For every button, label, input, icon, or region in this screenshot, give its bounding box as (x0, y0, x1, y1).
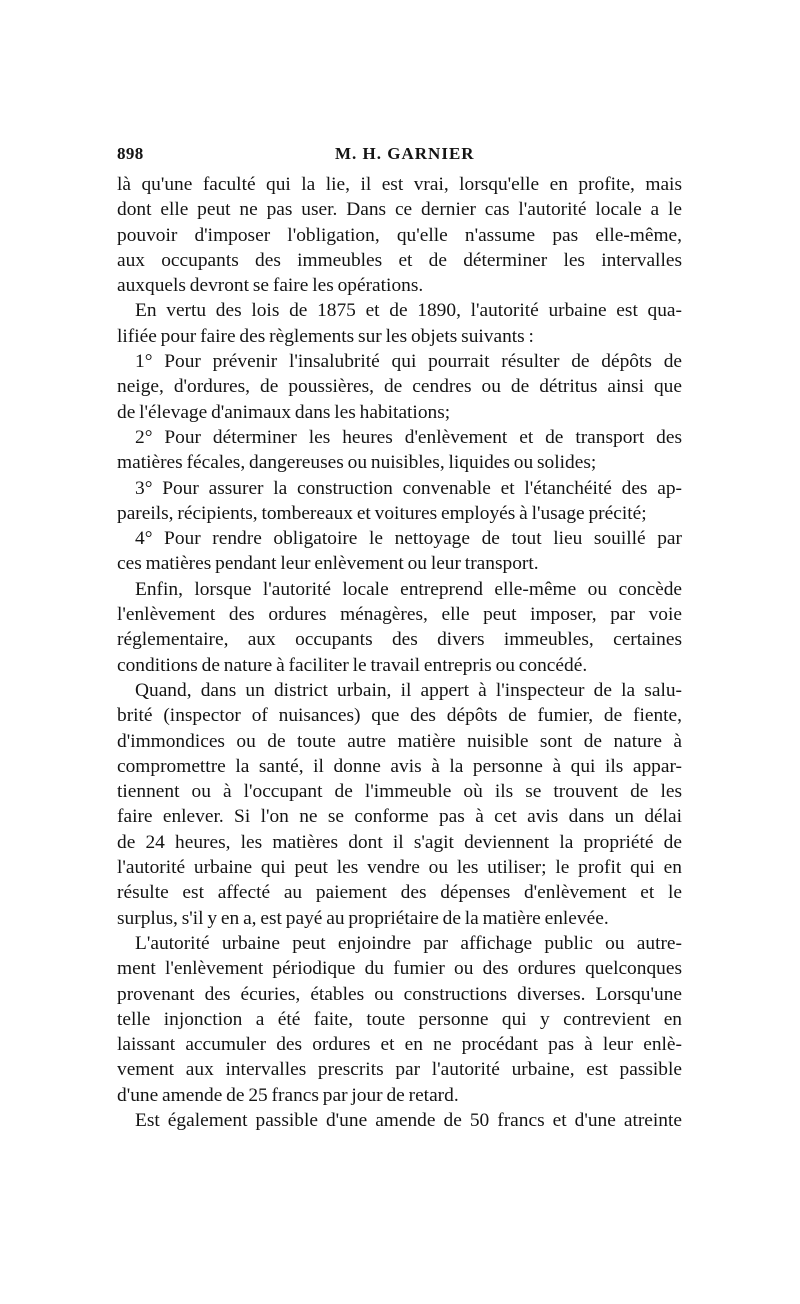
text-line: aux occupants des immeubles et de déterminer les intervalles (117, 249, 682, 271)
running-title: M. H. GARNIER (335, 144, 475, 163)
text-line: faire enlever. Si l'on ne se conforme pas à cet avis dans un délai (117, 806, 682, 828)
text-line: de l'élevage d'animaux dans les habitations; (117, 401, 451, 423)
text-line: dont elle peut ne pas user. Dans ce dernier cas l'autorité locale a le (117, 199, 682, 221)
text-line: d'une amende de 25 francs par jour de retard. (117, 1084, 459, 1106)
text-line: vement aux intervalles prescrits par l'autorité urbaine, est passible (117, 1059, 682, 1081)
text-line: de 24 heures, les matières dont il s'agit deviennent la propriété de (117, 831, 682, 853)
text-line: auxquels devront se faire les opérations. (117, 275, 424, 297)
text-line: résulte est affecté au paiement des dépenses d'enlèvement et le (117, 882, 682, 904)
text-line: tiennent ou à l'occupant de l'immeuble où ils se trouvent de les (117, 781, 682, 803)
text-line: ment l'enlèvement périodique du fumier ou des ordures quelconques (117, 958, 682, 980)
page-header (117, 140, 682, 170)
text-line: telle injonction a été faite, toute personne qui y contrevient en (117, 1008, 682, 1030)
text-line: 1° Pour prévenir l'insalubrité qui pourrait résulter de dépôts de (135, 351, 682, 373)
text-line: matières fécales, dangereuses ou nuisibles, liquides ou solides; (117, 452, 597, 474)
text-line: brité (inspector of nuisances) que des dépôts de fumier, de fiente, (117, 705, 682, 727)
text-line: là qu'une faculté qui la lie, il est vrai, lorsqu'elle en profite, mais (117, 174, 682, 195)
text-line: ces matières pendant leur enlèvement ou leur transport. (117, 553, 539, 575)
text-line: lifiée pour faire des règlements sur les objets suivants : (117, 325, 534, 347)
text-line: laissant accumuler des ordures et en ne procédant pas à leur enlè- (117, 1034, 682, 1056)
page-number: 898 (117, 144, 144, 163)
text-line: 2° Pour déterminer les heures d'enlèvement et de transport des (135, 426, 682, 448)
text-line: conditions de nature à faciliter le travail entrepris ou concédé. (117, 654, 588, 676)
text-line: pareils, récipients, tombereaux et voitures employés à l'usage précité; (117, 502, 647, 524)
text-line: surplus, s'il y en a, est payé au propriétaire de la matière enlevée. (117, 907, 609, 929)
text-line: provenant des écuries, étables ou constructions diverses. Lorsqu'une (117, 983, 682, 1005)
text-line: 4° Pour rendre obligatoire le nettoyage de tout lieu souillé par (135, 528, 682, 550)
text-line: neige, d'ordures, de poussières, de cendres ou de détritus ainsi que (117, 376, 682, 398)
text-line: réglementaire, aux occupants des divers immeubles, certaines (117, 629, 682, 651)
text-line: Est également passible d'une amende de 50 francs et d'une atreinte (135, 1109, 682, 1131)
text-line: 3° Pour assurer la construction convenable et l'étanchéité des ap- (135, 477, 682, 499)
text-line: Enfin, lorsque l'autorité locale entreprend elle-même ou concède (135, 578, 682, 600)
text-line: d'immondices ou de toute autre matière nuisible sont de nature à (117, 730, 682, 752)
text-line: pouvoir d'imposer l'obligation, qu'elle n'assume pas elle-même, (117, 224, 682, 246)
text-line: compromettre la santé, il donne avis à la personne à qui ils appar- (117, 755, 682, 777)
text-line: L'autorité urbaine peut enjoindre par affichage public ou autre- (135, 932, 682, 954)
body-text (117, 172, 682, 1133)
text-line: l'enlèvement des ordures ménagères, elle peut imposer, par voie (117, 604, 682, 626)
text-line: l'autorité urbaine qui peut les vendre ou les utiliser; le profit qui en (117, 857, 682, 879)
text-line: En vertu des lois de 1875 et de 1890, l'autorité urbaine est qua- (135, 300, 682, 322)
text-line: Quand, dans un district urbain, il appert à l'inspecteur de la salu- (135, 679, 682, 701)
